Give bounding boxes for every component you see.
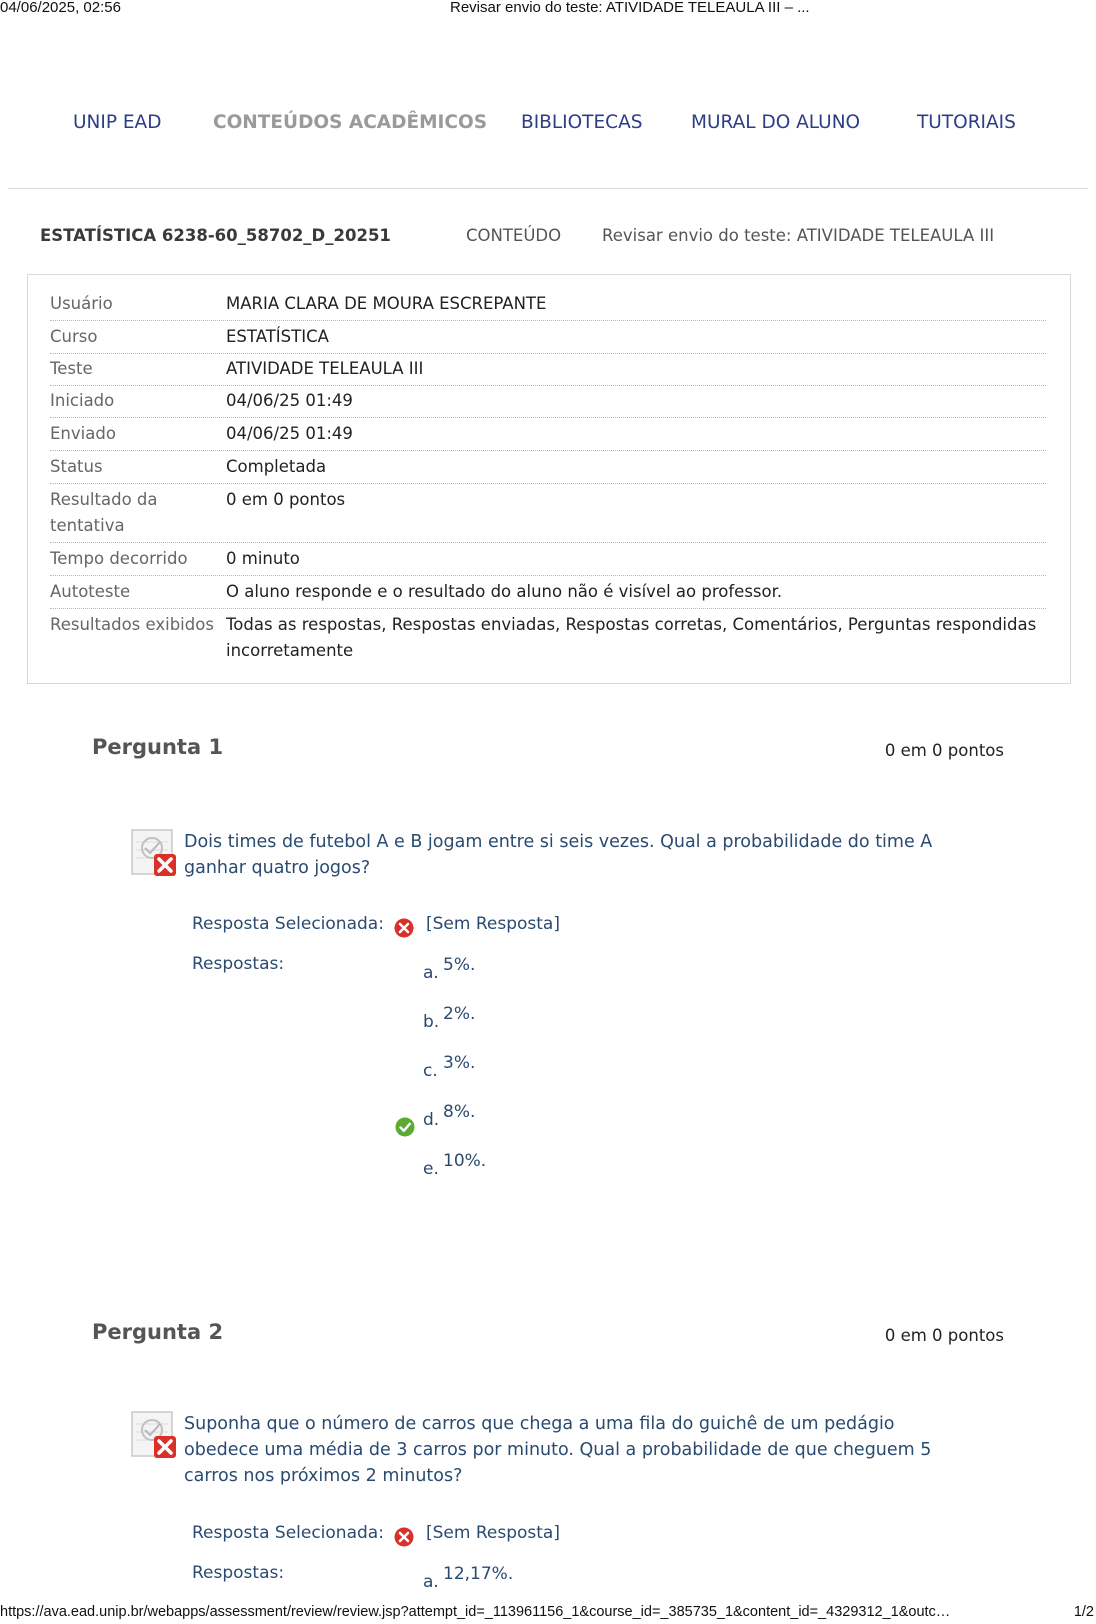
answer-text: 12,17%. [443, 1564, 514, 1584]
info-label: Enviado [50, 424, 116, 443]
info-row-resultados-exibidos [50, 612, 1046, 668]
incorrect-question-icon [130, 828, 180, 878]
info-row-enviado [50, 421, 1046, 451]
answer-text: 5%. [443, 955, 476, 975]
answer-letter: c. [423, 1061, 438, 1081]
info-value: 04/06/25 01:49 [226, 424, 353, 443]
nav-tutoriais[interactable]: TUTORIAIS [917, 112, 1016, 133]
answer-text: 3%. [443, 1053, 476, 1073]
question-points: 0 em 0 pontos [884, 1326, 1004, 1345]
answer-letter: a. [423, 1572, 439, 1592]
info-value: MARIA CLARA DE MOURA ESCREPANTE [226, 294, 547, 313]
incorrect-icon [394, 918, 414, 938]
breadcrumb-course[interactable]: ESTATÍSTICA 6238-60_58702_D_20251 [40, 226, 391, 245]
incorrect-icon [394, 1527, 414, 1547]
info-value: ATIVIDADE TELEAULA III [226, 359, 424, 378]
nav-conteudos-academicos[interactable]: CONTEÚDOS ACADÊMICOS [213, 112, 488, 133]
info-value: 0 em 0 pontos [226, 490, 346, 509]
print-datetime: 04/06/2025, 02:56 [0, 0, 121, 16]
info-label: Usuário [50, 294, 113, 313]
answer-text: 2%. [443, 1004, 476, 1024]
answer-letter: d. [423, 1110, 440, 1130]
question-title: Pergunta 2 [92, 1320, 224, 1344]
print-url: https://ava.ead.unip.br/webapps/assessment/review/review.jsp?attempt_id=_113961156_1&course_id=_385735_1&content_id=_4329312_1&outc… [0, 1604, 951, 1620]
breadcrumb-current: Revisar envio do teste: ATIVIDADE TELEAULA III [602, 226, 995, 245]
print-page-number: 1/2 [1073, 1604, 1094, 1620]
info-label: Resultados exibidos [50, 615, 214, 634]
answer-letter: b. [423, 1012, 440, 1032]
question-2-header [92, 1320, 1004, 1350]
selected-answer-label: Resposta Selecionada: [192, 914, 384, 934]
question-1-header [92, 735, 1004, 765]
info-row-curso [50, 324, 1046, 354]
answers-label: Respostas: [192, 1563, 285, 1583]
info-row-teste [50, 356, 1046, 386]
selected-answer-label: Resposta Selecionada: [192, 1523, 384, 1543]
info-row-status [50, 454, 1046, 484]
nav-bibliotecas[interactable]: BIBLIOTECAS [521, 112, 643, 133]
attempt-info [27, 274, 1071, 684]
correct-answer-icon [395, 1117, 415, 1137]
info-value: ESTATÍSTICA [226, 327, 329, 346]
print-doc-title: Revisar envio do teste: ATIVIDADE TELEAULA III – ... [450, 0, 810, 16]
info-label: Autoteste [50, 582, 131, 601]
info-row-autoteste [50, 579, 1046, 609]
nav-unip-ead[interactable]: UNIP EAD [73, 112, 162, 133]
print-header [0, 0, 1096, 18]
question-text: Dois times de futebol A e B jogam entre si seis vezes. Qual a probabilidade do time A ganhar quatro jogos? [184, 832, 933, 878]
question-text: Suponha que o número de carros que chega a uma fila do guichê de um pedágio obedece uma média de 3 carros por minuto. Qual a probabilidade de que cheguem 5 carros nos próximos 2 minutos? [184, 1414, 932, 1486]
nav-mural-do-aluno[interactable]: MURAL DO ALUNO [691, 112, 861, 133]
selected-answer-value: [Sem Resposta] [426, 914, 560, 934]
info-value: O aluno responde e o resultado do aluno não é visível ao professor. [226, 582, 783, 601]
info-label: Teste [50, 359, 93, 378]
info-value: Todas as respostas, Respostas enviadas, Respostas corretas, Comentários, Perguntas respondidas incorretamente [226, 615, 1037, 660]
info-label: Resultado da tentativa [50, 490, 158, 535]
info-value: 04/06/25 01:49 [226, 391, 353, 410]
answer-letter: a. [423, 963, 439, 983]
answer-text: 8%. [443, 1102, 476, 1122]
answers-label: Respostas: [192, 954, 285, 974]
question-points: 0 em 0 pontos [884, 741, 1004, 760]
info-row-tempo [50, 546, 1046, 576]
selected-answer-value: [Sem Resposta] [426, 1523, 560, 1543]
info-value: Completada [226, 457, 327, 476]
nav-divider [8, 188, 1088, 189]
print-footer [0, 1604, 1096, 1624]
info-row-usuario [50, 291, 1046, 321]
info-row-resultado [50, 487, 1046, 543]
info-label: Iniciado [50, 391, 115, 410]
top-nav [0, 112, 1096, 142]
info-value: 0 minuto [226, 549, 300, 568]
breadcrumb [0, 226, 1096, 250]
answer-text: 10%. [443, 1151, 487, 1171]
info-label: Tempo decorrido [50, 549, 188, 568]
breadcrumb-section[interactable]: CONTEÚDO [466, 226, 562, 245]
info-row-iniciado [50, 388, 1046, 418]
info-label: Curso [50, 327, 98, 346]
info-label: Status [50, 457, 103, 476]
incorrect-question-icon [130, 1410, 180, 1460]
answer-letter: e. [423, 1159, 439, 1179]
question-title: Pergunta 1 [92, 735, 224, 759]
